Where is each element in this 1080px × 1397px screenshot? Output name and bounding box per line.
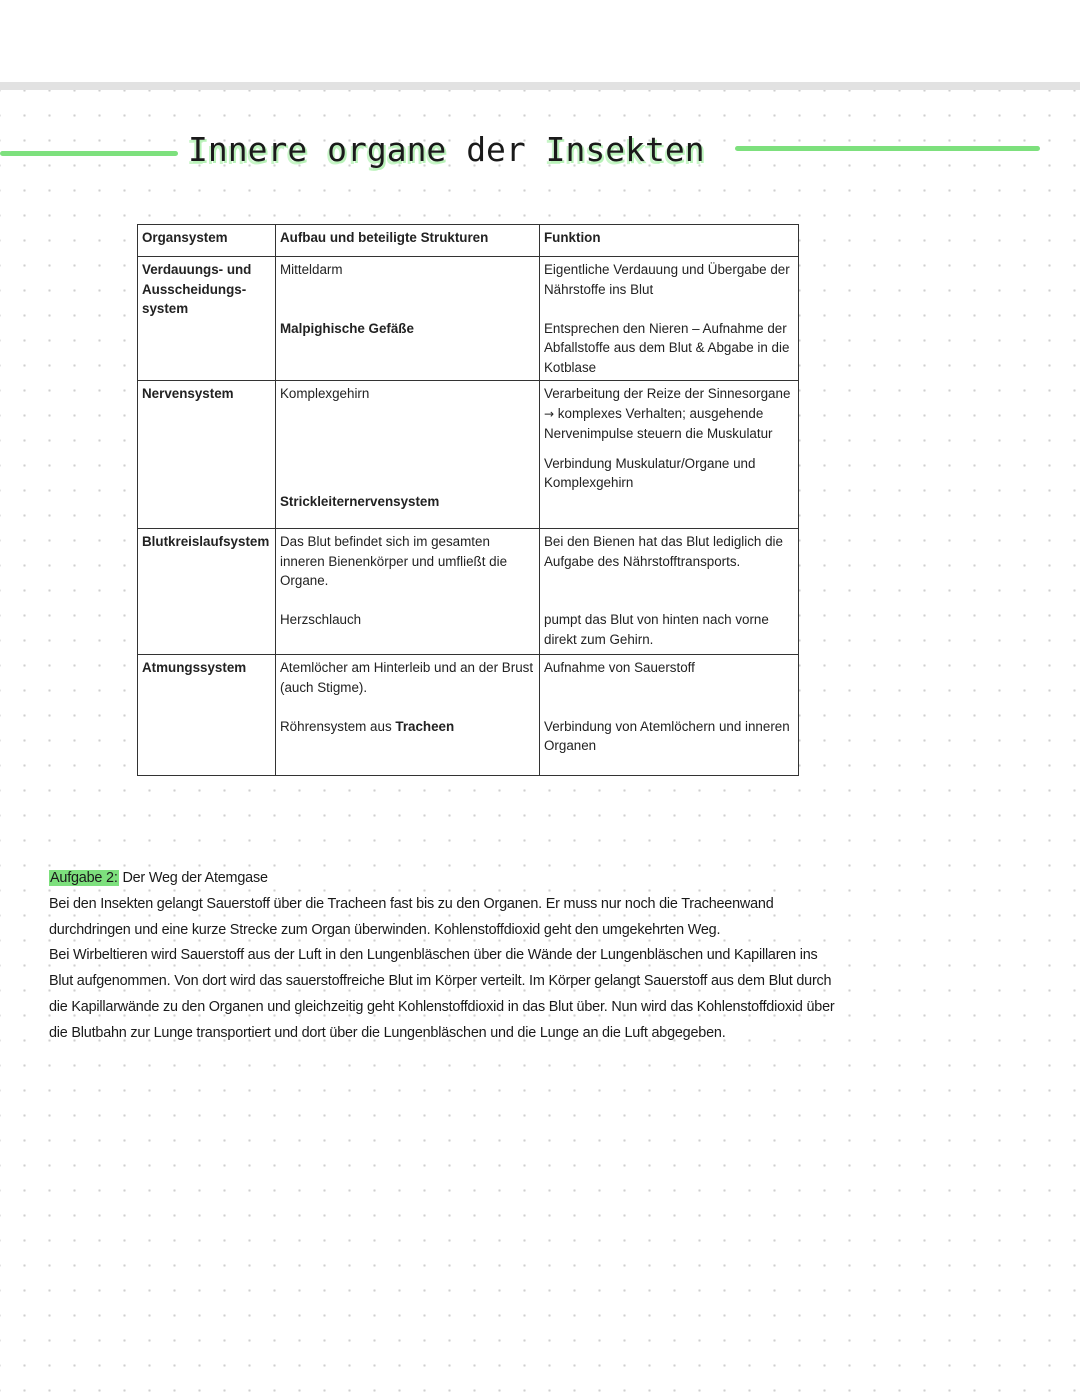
structure-text: Röhrensystem aus — [280, 718, 392, 734]
task-paragraph-2: Bei Wirbeltieren wird Sauerstoff aus der Luft in den Lungenbläschen über die Wände der Lungenbläschen und Kapillaren ins Blut aufgenommen. Von dort wird das sauerstoffreiche Blut im Körper verteilt. Im Körper gelangt Sauerstoff aus dem Blut durch die Kapillarwände zu den Organen und gleichzeitig geht Kohlenstoffdioxid in das Blut über. Nun wird das Kohlenstoffdioxid über die Blutbahn zur Lunge transportiert und dort über die Lungenbläschen und die Lunge an die Luft abgegeben. — [49, 947, 835, 1041]
title-word-3: der — [466, 130, 526, 169]
structure-text: Komplexgehirn — [280, 386, 370, 401]
task-label: Aufgabe 2: — [50, 870, 118, 886]
structure-cell — [276, 381, 540, 529]
structure-text: Das Blut befindet sich im gesamten inneren Bienenkörper und umfließt die Organe. — [280, 534, 508, 588]
page-title — [188, 120, 705, 180]
spacer — [280, 482, 535, 492]
spacer — [280, 697, 535, 717]
header-structures: Aufbau und beteiligte Strukturen — [276, 225, 540, 257]
spacer — [544, 444, 794, 454]
structure-text: Mitteldarm — [280, 262, 343, 277]
structure-cell — [276, 257, 540, 381]
spacer — [280, 280, 535, 300]
table-row — [138, 529, 799, 655]
title-word-1: Innere — [188, 130, 308, 169]
header-function: Funktion — [540, 225, 799, 257]
spacer — [544, 678, 794, 698]
table-header-row — [138, 225, 799, 257]
system-cell: Blutkreislaufsystem — [138, 529, 276, 655]
structure-cell — [276, 529, 540, 655]
structure-text: Atemlöcher am Hinterleib und an der Brust (auch Stigme). — [280, 660, 534, 695]
structure-text: Herzschlauch — [280, 612, 362, 627]
spacer — [280, 462, 535, 482]
spacer — [544, 591, 794, 611]
function-text: Verbindung Muskulatur/Organe und Komplexgehirn — [544, 455, 756, 490]
spacer — [280, 404, 535, 424]
function-text: Bei den Bienen hat das Blut lediglich die Aufgabe des Nährstofftransports. — [544, 534, 783, 569]
task-paragraph-1: Bei den Insekten gelangt Sauerstoff über die Tracheen fast bis zu den Organen. Er muss nur noch die Tracheenwand durchdringen und eine kurze Strecke zum Organ überwinden. Kohlenstoffdioxid geht den umgekehrten Weg. — [49, 895, 774, 938]
structure-text-bold: Tracheen — [395, 718, 455, 734]
system-cell: Verdauungs- und Ausscheidungs- system — [138, 257, 276, 381]
header-organsystem: Organsystem — [138, 225, 276, 257]
function-cell — [540, 655, 799, 776]
arrow-right-icon: → — [544, 406, 555, 421]
function-text: komplexes Verhalten; ausgehende Nervenimpulse steuern die Muskulatur — [544, 405, 773, 441]
structure-text: Malpighische Gefäße — [280, 320, 414, 336]
spacer — [280, 443, 535, 463]
task-title: Der Weg der Atemgase — [122, 870, 268, 886]
function-cell — [540, 257, 799, 381]
title-rule-right — [735, 146, 1040, 151]
title-word-4: Insekten — [545, 130, 705, 169]
task-heading — [49, 866, 839, 892]
organ-table — [137, 224, 799, 776]
structure-cell — [276, 655, 540, 776]
spacer — [280, 591, 535, 611]
spacer — [280, 423, 535, 443]
function-text: Aufnahme von Sauerstoff — [544, 660, 695, 675]
function-cell — [540, 529, 799, 655]
function-text: Verarbeitung der Reize der Sinnesorgane — [544, 386, 791, 401]
function-text: pumpt das Blut von hinten nach vorne direkt zum Gehirn. — [544, 612, 769, 647]
system-cell: Atmungssystem — [138, 655, 276, 776]
table-row — [138, 655, 799, 776]
spacer — [544, 299, 794, 319]
table-row — [138, 257, 799, 381]
top-band — [0, 0, 1080, 82]
function-cell — [540, 381, 799, 529]
structure-text: Strickleiternervensystem — [280, 493, 440, 509]
system-cell: Nervensystem — [138, 381, 276, 529]
spacer — [544, 697, 794, 717]
title-word-2: organe — [327, 130, 447, 169]
spacer — [544, 571, 794, 591]
title-rule-left — [0, 151, 178, 156]
function-text: Entsprechen den Nieren – Aufnahme der Abfallstoffe aus dem Blut & Abgabe in die Kotblase — [544, 320, 790, 375]
function-text: Eigentliche Verdauung und Übergabe der Nährstoffe ins Blut — [544, 262, 790, 297]
function-text: Verbindung von Atemlöchern und inneren Organen — [544, 718, 790, 753]
spacer — [280, 299, 535, 319]
task-section — [49, 866, 839, 1047]
top-divider — [0, 82, 1080, 90]
table-row — [138, 381, 799, 529]
